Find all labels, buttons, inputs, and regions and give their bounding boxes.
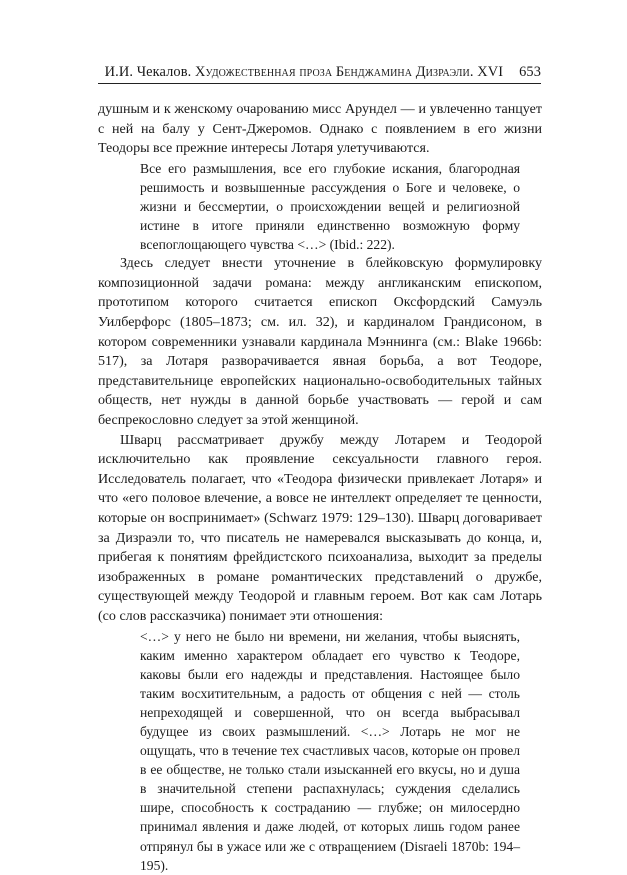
running-title	[105, 64, 503, 81]
block-quote: <…> у него не было ни времени, ни желания, чтобы выяснять, каким именно характером обладает его чувство к Теодоре, каковы были его надежды и представления. Настоящее было таким восхитительным, а радость от общения с ней — столь непреходящей и совершенной, что он всегда выбрасывал будущее из своих размышлений. <…> Лотарь не мог не ощущать, что в течение тех счастливых часов, которые он провел в ее обществе, не только стали изысканней его вкусы, но и душа в значительной степени распахнулась; суждения сделались шире, способность к состраданию — глубже; он милосердно принимал явления и даже людей, от которых лишь годом ранее отпрянул бы в ужасе или же с отвращением (Disraeli 1870b: 194–195).	[140, 628, 520, 873]
page-body	[98, 100, 542, 875]
page-number: 653	[519, 64, 541, 80]
paragraph: Здесь следует внести уточнение в блейковскую формулировку композиционной задачи романа: между англиканским епископом, прототипом которого считается епископ Оксфордский Самуэль Уилберфорс (1805–1873; см. ил. 32), и кардиналом Грандисоном, в котором современники узнавали кардинала Мэннинга (см.: Blake 1966b: 517), за Лотаря разворачивается явная борьба, а вот Теодоре, представительнице европейских национально-освободительных тайных обществ, нет нужды в данной борьбе участвовать — герой и сам беспрекословно следует за этой женщиной.	[98, 255, 542, 428]
header-title: Художественная проза Бенджамина Дизраэли. XVI	[195, 64, 504, 80]
block-quote: Все его размышления, все его глубокие искания, благородная решимость и возвышенные рассуждения о Боге и человеке, о жизни и бессмертии, о происхождении вещей и религиозной истине в итоге приняли единственно возможную форму всепоглощающего чувства <…> (Ibid.: 222).	[140, 160, 520, 253]
paragraph: Шварц рассматривает дружбу между Лотарем и Теодорой исключительно как проявление сексуальности главного героя. Исследователь полагает, что «Теодора физически привлекает Лотаря» и что «его половое влечение, а вовсе не интеллект определяет те ценности, которые он воспринимает» (Schwarz 1979: 129–130). Шварц договаривает за Дизраэли то, что писатель не намеревался высказывать до конца, и, прибегая к понятиям фрейдистского психоанализа, выходит за пределы изображенных в романе романтических представлений о дружбе, существующей между Теодорой и главным героем. Вот как сам Лотарь (со слов рассказчика) понимает эти отношения:	[98, 431, 542, 624]
header-author: И.И. Чекалов.	[104, 64, 192, 80]
paragraph-continued: душным и к женскому очарованию мисс Арундел — и увлеченно танцует с ней на балу у Сент-Джеромов. Однако с появлением в его жизни Теодоры все прежние интересы Лотаря улетучиваются.	[98, 101, 542, 157]
running-header	[98, 58, 541, 84]
